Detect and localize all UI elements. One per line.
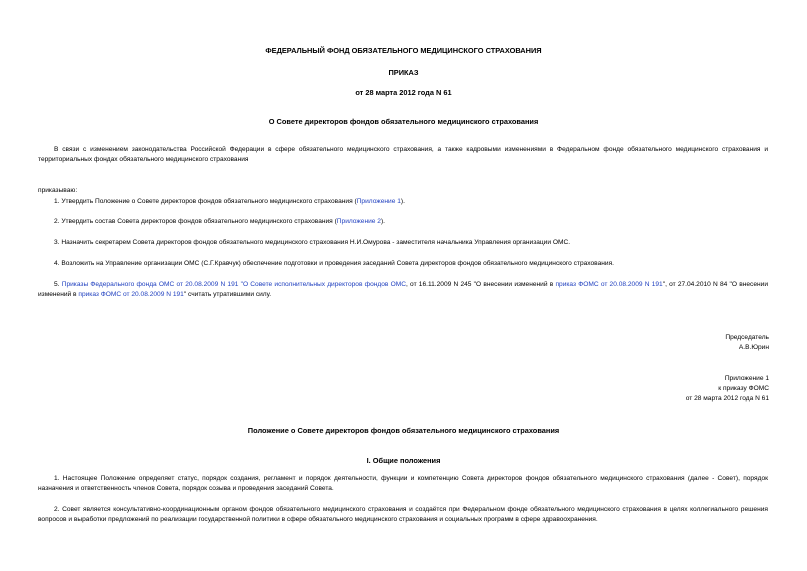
regulation-paragraph-1: 1. Настоящее Положение определяет статус, порядок создания, регламент и порядок деятельности, функции и компетенцию Совета директоров фондов обязательного медицинского страхования (далее - Совет), порядок назначения и ответственность членов Совета, порядок созыва и проведения заседаний Совета. [38,475,768,492]
appendix-2-link[interactable]: Приложение 2 [336,218,381,225]
item-5-text-2: ", от 27.04.2010 N 84 "О внесении изменений в [38,281,768,298]
item-5-number: 5. [54,281,62,288]
appendix-line-1: Приложение 1 [724,375,769,382]
doc-type-heading: ПРИКАЗ [388,68,419,77]
item-3: 3. Назначить секретарем Совета директоров фондов обязательного медицинского страхования Н.И.Омурова - заместителя начальника Управления организации ОМС. [54,239,571,246]
order-title: О Совете директоров фондов обязательного медицинского страхования [268,117,539,126]
order-191-link-2[interactable]: приказ ФОМС от 20.08.2009 N 191 [555,281,663,288]
org-heading: ФЕДЕРАЛЬНЫЙ ФОНД ОБЯЗАТЕЛЬНОГО МЕДИЦИНСКОГО СТРАХОВАНИЯ [265,46,542,55]
item-1-end: ). [400,198,405,205]
order-191-link[interactable]: Приказы Федерального фонда ОМС от 20.08.2009 N 191 "О Совете исполнительных директоров фондов ОМС [61,281,407,288]
item-1-text: 1. Утвердить Положение о Совете директоров фондов обязательного медицинского страхования ( [54,198,357,205]
item-4: 4. Возложить на Управление организации ОМС (С.Г.Кравчук) обеспечение подготовки и проведения заседаний Совета директоров фондов обязательного медицинского страхования. [54,260,614,267]
item-2-end: ). [380,218,385,225]
date-number-heading: от 28 марта 2012 года N 61 [355,88,452,97]
item-2 [38,217,768,227]
item-2-text: 2. Утвердить состав Совета директоров фондов обязательного медицинского страхования ( [54,218,337,225]
item-5-text-3: " считать утратившими силу. [183,290,272,298]
preamble: В связи с изменением законодательства Российской Федерации в сфере обязательного медицинского страхования, а также кадровыми изменениями в Федеральном фонде обязательного медицинского страхования и территориальных фондах обязательного медицинского страхования [38,146,768,163]
signature-role: Председатель [725,334,769,341]
item-1 [38,197,768,207]
item-5 [38,280,768,300]
order-word: приказываю: [38,187,78,194]
item-5-text-1: , от 16.11.2009 N 245 "О внесении изменений в [406,281,556,288]
appendix-line-2: к приказу ФОМС [718,385,769,392]
section-1-heading: I. Общие положения [366,456,441,465]
appendix-line-3: от 28 марта 2012 года N 61 [685,395,769,402]
order-191-link-3[interactable]: приказ ФОМС от 20.08.2009 N 191 [78,290,184,298]
appendix-1-link[interactable]: Приложение 1 [356,198,401,205]
regulation-paragraph-2: 2. Совет является консультативно-координационным органом фондов обязательного медицинского страхования и создаётся при Федеральном фонде обязательного медицинского страхования в целях коллегиального решения вопросов и выработки предложений по реализации государственной политики в сфере обязательного медицинского страхования и социальных программ в сфере здравоохранения. [38,506,768,523]
signature-name: А.В.Юрин [738,344,769,351]
regulation-title: Положение о Совете директоров фондов обязательного медицинского страхования [247,426,560,435]
